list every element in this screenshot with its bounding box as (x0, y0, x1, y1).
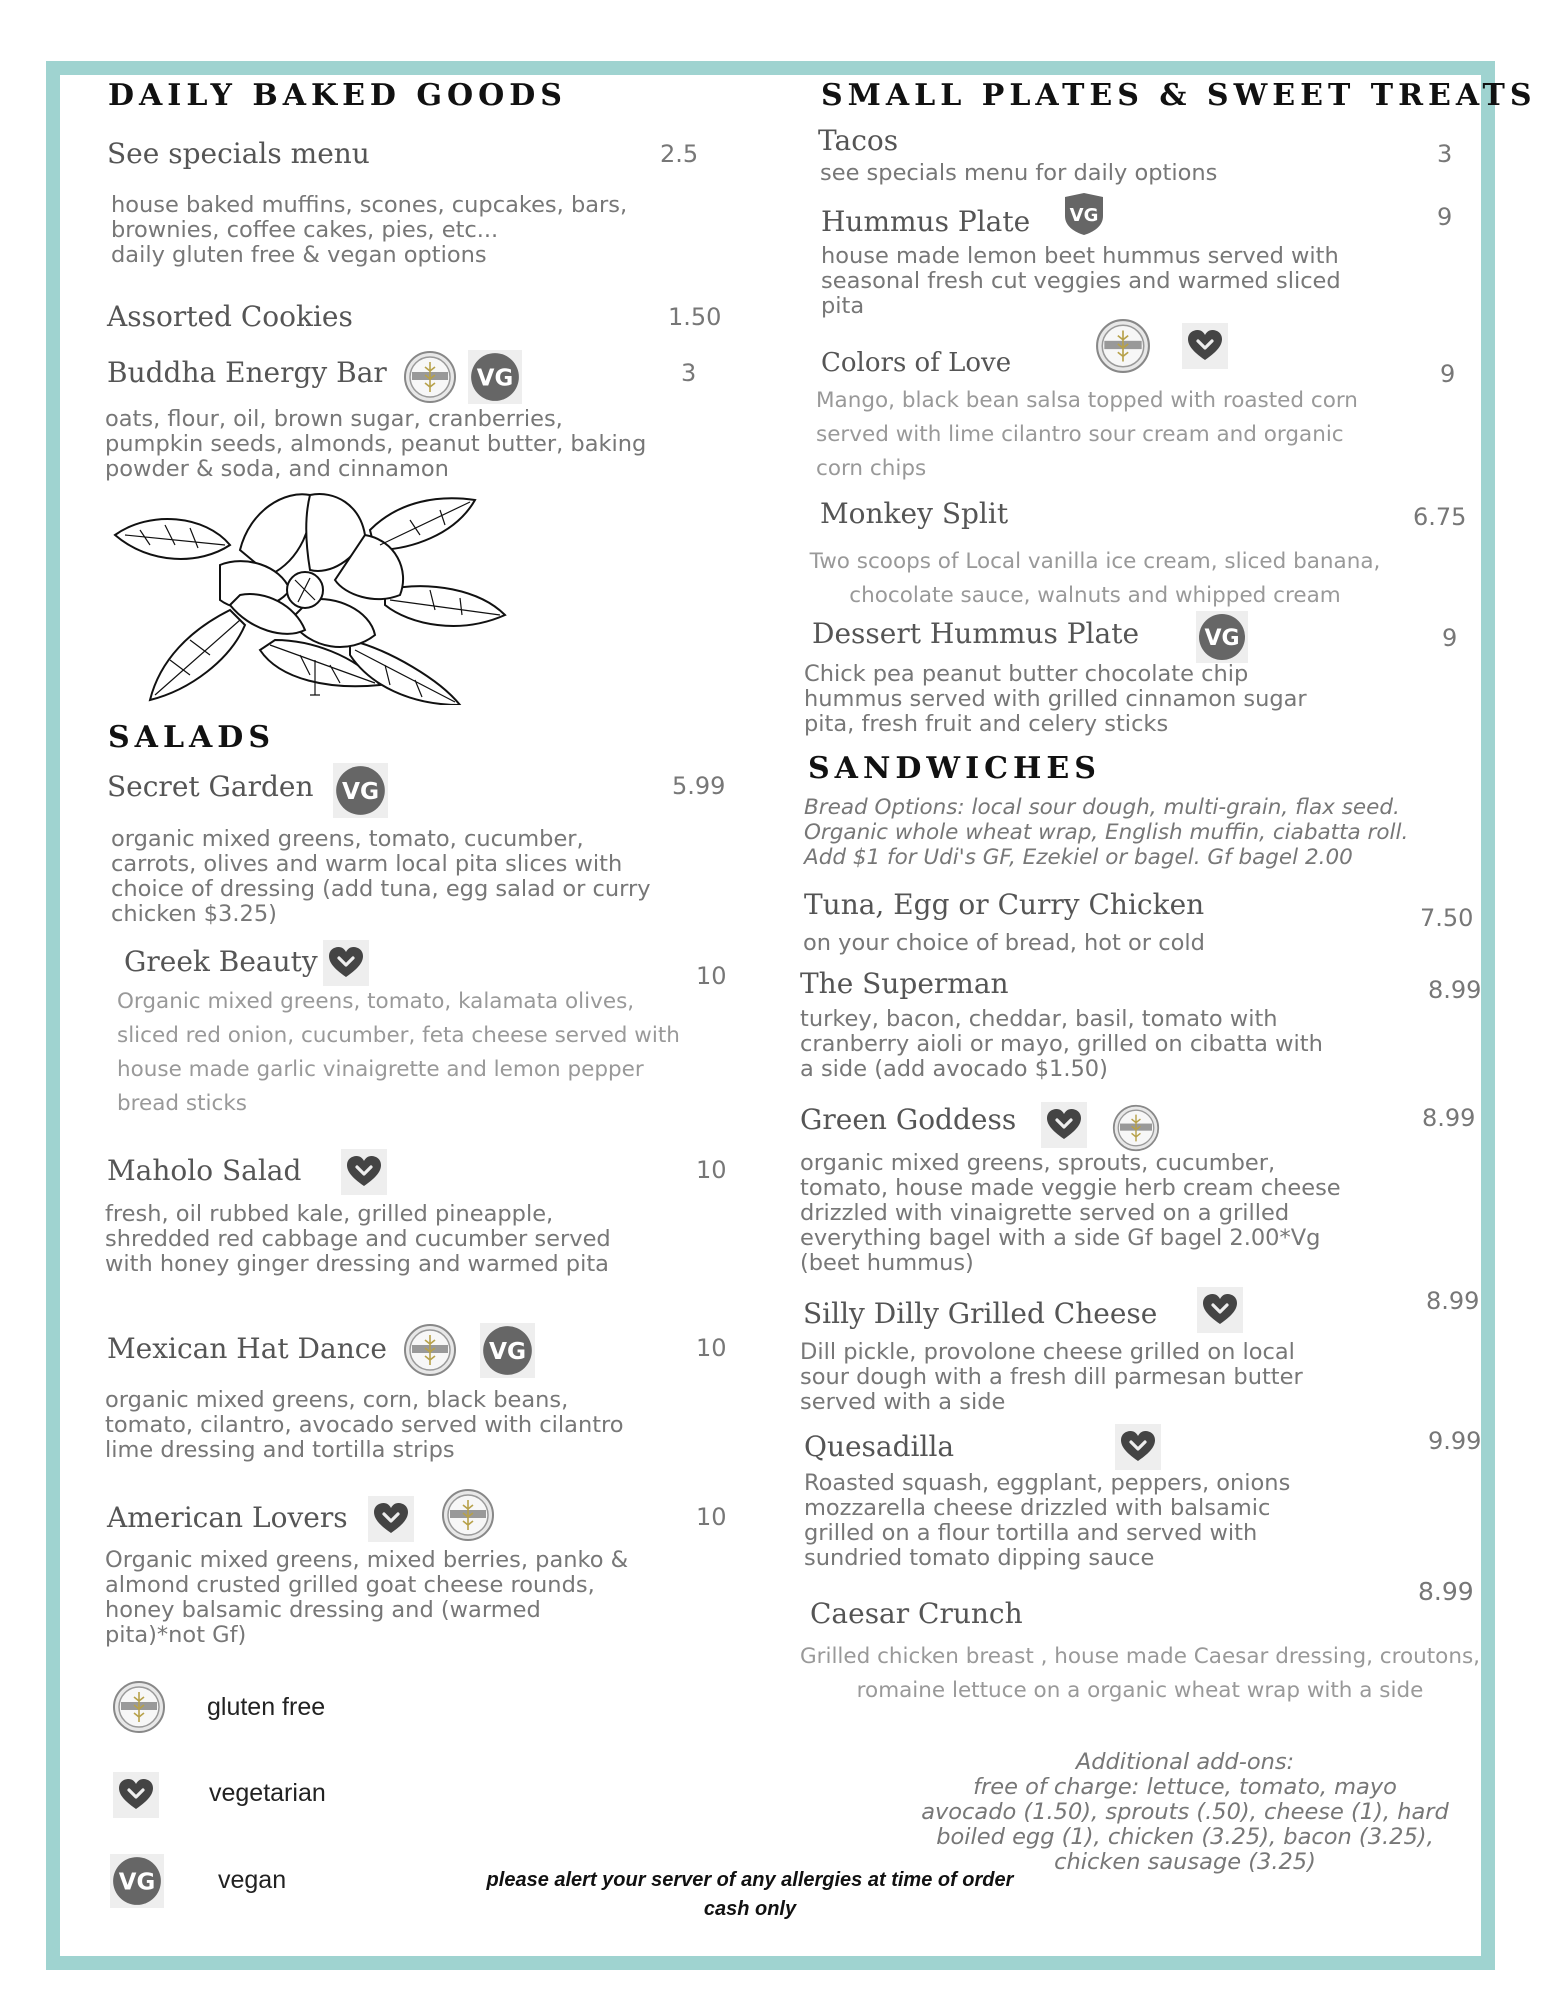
item-name-buddha: Buddha Energy Bar (107, 356, 387, 389)
daily-baked-goods-heading: DAILY BAKED GOODS (108, 78, 567, 113)
vegan-shield-icon (1062, 192, 1106, 236)
item-desc-maholo-salad: fresh, oil rubbed kale, grilled pineapple, shredded red cabbage and cucumber served with honey ginger dressing and warmed pita (105, 1201, 611, 1277)
item-price-specials: 2.5 (660, 140, 699, 168)
item-price-dessert-hummus-plate: 9 (1442, 624, 1458, 652)
item-name-mexican-hat-dance: Mexican Hat Dance (107, 1332, 387, 1365)
svg-text:VG: VG (1069, 205, 1099, 226)
item-price-maholo-salad: 10 (696, 1156, 727, 1184)
item-desc-specials: house baked muffins, scones, cupcakes, bars, brownies, coffee cakes, pies, etc... daily gluten free & vegan options (111, 192, 628, 268)
gluten-free-icon (1095, 318, 1151, 374)
item-price-secret-garden: 5.99 (672, 772, 726, 800)
item-price-tuna-egg-curry: 7.50 (1420, 904, 1474, 932)
item-desc-the-superman: turkey, bacon, cheddar, basil, tomato with cranberry aioli or mayo, grilled on cibatta with a side (add avocado $1.50) (800, 1006, 1323, 1082)
vegetarian-icon (341, 1149, 387, 1195)
vegetarian-icon (323, 940, 369, 986)
item-name-the-superman: The Superman (800, 967, 1009, 1000)
magnolia-illustration (110, 490, 510, 705)
item-name-american-lovers: American Lovers (107, 1501, 348, 1534)
item-desc-hummus-plate: house made lemon beet hummus served with seasonal fresh cut veggies and warmed sliced pita (821, 243, 1341, 319)
item-price-monkey-split: 6.75 (1413, 503, 1467, 531)
allergy-notice: please alert your server of any allergies at time of order cash only (486, 1869, 1014, 1920)
item-desc-american-lovers: Organic mixed greens, mixed berries, panko & almond crusted grilled goat cheese rounds, honey balsamic dressing and (warmed pita)*not Gf) (105, 1547, 629, 1648)
small-plates-heading: SMALL PLATES & SWEET TREATS (821, 78, 1537, 113)
item-name-silly-dilly: Silly Dilly Grilled Cheese (803, 1297, 1158, 1330)
item-desc-secret-garden: organic mixed greens, tomato, cucumber, carrots, olives and warm local pita slices with choice of dressing (add tuna, egg salad or curry chicken $3.25) (111, 826, 651, 927)
item-desc-quesadilla: Roasted squash, eggplant, peppers, onions mozzarella cheese drizzled with balsamic grilled on a flour tortilla and served with sundried tomato dipping sauce (804, 1470, 1291, 1571)
item-name-tuna-egg-curry: Tuna, Egg or Curry Chicken (804, 888, 1205, 921)
item-price-cookies: 1.50 (668, 303, 722, 331)
gluten-free-icon (441, 1488, 495, 1542)
gluten-free-icon (403, 350, 457, 404)
item-desc-silly-dilly: Dill pickle, provolone cheese grilled on local sour dough with a fresh dill parmesan butter served with a side (800, 1339, 1303, 1415)
sandwiches-heading: SANDWICHES (808, 751, 1101, 786)
item-price-the-superman: 8.99 (1428, 976, 1482, 1004)
item-desc-dessert-hummus-plate: Chick pea peanut butter chocolate chip hummus served with grilled cinnamon sugar pita, fresh fruit and celery sticks (804, 661, 1307, 737)
legend-vegan: vegan (218, 1866, 287, 1894)
vegetarian-icon (368, 1496, 414, 1542)
gluten-free-icon (1112, 1104, 1160, 1152)
additional-addons: Additional add-ons: free of charge: lettuce, tomato, mayo avocado (1.50), sprouts (.50), cheese (1), hard boiled egg (1), chicken (3.25), bacon (3.25), chicken sausage (3.25) (921, 1749, 1449, 1875)
gluten-free-icon (112, 1680, 166, 1734)
item-price-greek-beauty: 10 (696, 962, 727, 990)
vegetarian-icon (1182, 323, 1228, 369)
vegetarian-icon (1115, 1424, 1161, 1470)
vegan-icon (110, 1854, 164, 1908)
item-name-caesar-crunch: Caesar Crunch (810, 1597, 1023, 1630)
item-name-cookies: Assorted Cookies (107, 300, 353, 333)
vegetarian-icon (1041, 1102, 1087, 1148)
item-name-greek-beauty: Greek Beauty (124, 945, 318, 978)
item-name-specials: See specials menu (107, 137, 370, 170)
item-desc-tuna-egg-curry: on your choice of bread, hot or cold (803, 930, 1205, 956)
item-price-caesar-crunch: 8.99 (1418, 1577, 1474, 1606)
legend-vegetarian: vegetarian (209, 1779, 326, 1807)
item-price-green-goddess: 8.99 (1422, 1104, 1476, 1132)
item-desc-mexican-hat-dance: organic mixed greens, corn, black beans, tomato, cilantro, avocado served with cilantro lime dressing and tortilla strips (105, 1387, 624, 1463)
vegan-icon (480, 1323, 535, 1378)
vegan-icon (468, 350, 522, 404)
item-desc-tacos: see specials menu for daily options (820, 160, 1218, 186)
item-name-quesadilla: Quesadilla (804, 1430, 955, 1463)
item-price-quesadilla: 9.99 (1428, 1427, 1482, 1455)
item-name-green-goddess: Green Goddess (800, 1103, 1017, 1136)
vegetarian-icon (113, 1772, 159, 1818)
salads-heading: SALADS (108, 720, 275, 755)
item-name-dessert-hummus-plate: Dessert Hummus Plate (812, 617, 1140, 650)
item-desc-green-goddess: organic mixed greens, sprouts, cucumber, tomato, house made veggie herb cream cheese drizzled with vinaigrette served on a grilled everything bagel with a side Gf bagel 2.00*Vg (beet hummus) (800, 1150, 1341, 1276)
item-desc-buddha: oats, flour, oil, brown sugar, cranberries, pumpkin seeds, almonds, peanut butter, baking powder & soda, and cinnamon (105, 406, 647, 482)
legend-gluten-free: gluten free (207, 1693, 326, 1721)
item-price-silly-dilly: 8.99 (1426, 1287, 1480, 1315)
item-name-tacos: Tacos (818, 124, 899, 157)
gluten-free-icon (403, 1323, 457, 1377)
vegetarian-icon (1197, 1287, 1243, 1333)
item-price-tacos: 3 (1437, 140, 1453, 168)
item-desc-greek-beauty: Organic mixed greens, tomato, kalamata olives, sliced red onion, cucumber, feta cheese served with house made garlic vinaigrette and lemon pepper bread sticks (117, 989, 680, 1116)
item-name-monkey-split: Monkey Split (820, 497, 1009, 530)
item-name-maholo-salad: Maholo Salad (107, 1154, 302, 1187)
item-name-hummus-plate: Hummus Plate (821, 205, 1031, 238)
item-price-colors-of-love: 9 (1440, 360, 1456, 388)
vegan-icon (1196, 611, 1248, 663)
item-price-hummus-plate: 9 (1437, 203, 1453, 231)
item-desc-caesar-crunch: Grilled chicken breast , house made Caesar dressing, croutons, romaine lettuce on a organic wheat wrap with a side (799, 1644, 1481, 1703)
bread-options: Bread Options: local sour dough, multi-grain, flax seed. Organic whole wheat wrap, English muffin, ciabatta roll. Add $1 for Udi's GF, Ezekiel or bagel. Gf bagel 2.00 (804, 795, 1409, 870)
item-desc-monkey-split: Two scoops of Local vanilla ice cream, sliced banana, chocolate sauce, walnuts and whipped cream (809, 549, 1381, 608)
item-price-american-lovers: 10 (696, 1503, 727, 1531)
item-name-colors-of-love: Colors of Love (821, 348, 1012, 378)
item-price-mexican-hat-dance: 10 (696, 1334, 727, 1362)
vegan-icon (333, 763, 388, 818)
item-price-buddha: 3 (681, 359, 697, 387)
item-desc-colors-of-love: Mango, black bean salsa topped with roasted corn served with lime cilantro sour cream and organic corn chips (816, 388, 1358, 481)
item-name-secret-garden: Secret Garden (107, 770, 314, 803)
